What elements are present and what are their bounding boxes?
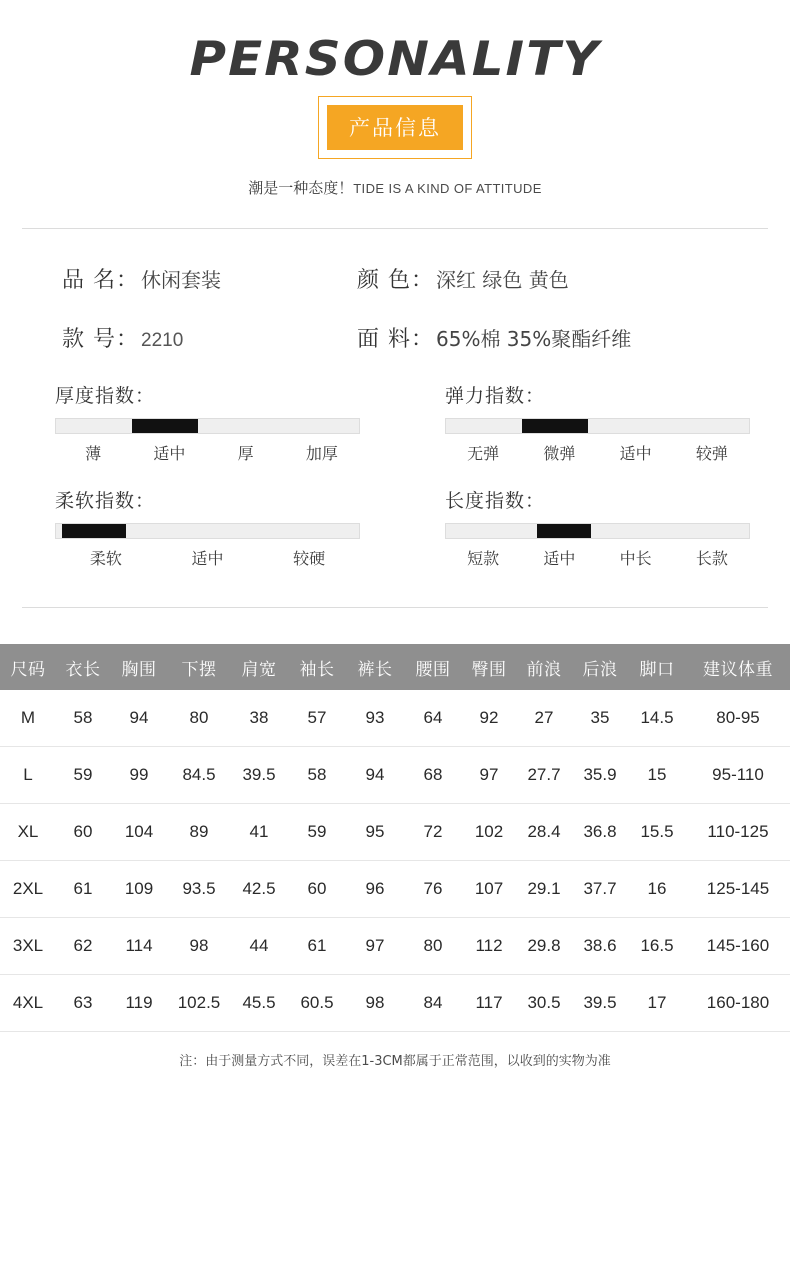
cell-shoulder: 38 [230, 690, 288, 747]
meter-softness-scale-2: 较硬 [293, 549, 326, 568]
meter-softness-scale-1: 适中 [191, 549, 224, 568]
cell-pantlength: 94 [346, 747, 404, 804]
cell-hip: 102 [462, 804, 516, 861]
cell-weight: 80-95 [686, 690, 790, 747]
info-fabric-value: 65%棉 35%聚酯纤维 [436, 327, 632, 351]
cell-cuff: 16.5 [628, 918, 686, 975]
cell-back-rise: 35.9 [572, 747, 628, 804]
size-table-header-3: 下摆 [168, 644, 230, 690]
cell-shoulder: 39.5 [230, 747, 288, 804]
product-info-block [0, 263, 790, 353]
meter-softness-title: 柔软指数： [55, 490, 156, 512]
meter-softness-bar [55, 523, 360, 539]
table-row [0, 690, 790, 747]
cell-waist: 64 [404, 690, 462, 747]
divider-top [22, 228, 768, 229]
product-info-tag: 产品信息 [327, 105, 463, 150]
measurement-note: 注：由于测量方式不同，误差在1-3CM都属于正常范围，以收到的实物为准 [179, 1054, 611, 1069]
cell-bust: 114 [110, 918, 168, 975]
subtitle-cn: 潮是一种态度！ [248, 179, 354, 197]
cell-weight: 125-145 [686, 861, 790, 918]
cell-pantlength: 97 [346, 918, 404, 975]
cell-size: 2XL [0, 861, 56, 918]
cell-bust: 104 [110, 804, 168, 861]
info-style [62, 322, 357, 353]
cell-shoulder: 42.5 [230, 861, 288, 918]
info-style-label: 款 号： [62, 327, 139, 352]
cell-hip: 97 [462, 747, 516, 804]
meter-thickness-fill [132, 419, 199, 433]
info-name-value: 休闲套装 [141, 268, 221, 292]
cell-shoulder: 45.5 [230, 975, 288, 1032]
info-style-value: 2210 [141, 330, 184, 351]
meter-length-scale-1: 适中 [543, 549, 576, 568]
meter-length-fill [537, 524, 592, 538]
cell-pantlength: 98 [346, 975, 404, 1032]
cell-back-rise: 38.6 [572, 918, 628, 975]
info-color-value: 深红 绿色 黄色 [436, 268, 569, 292]
cell-hem: 84.5 [168, 747, 230, 804]
cell-back-rise: 35 [572, 690, 628, 747]
cell-size: 4XL [0, 975, 56, 1032]
cell-shoulder: 44 [230, 918, 288, 975]
cell-length: 62 [56, 918, 110, 975]
cell-sleeve: 60.5 [288, 975, 346, 1032]
cell-front-rise: 30.5 [516, 975, 572, 1032]
cell-waist: 76 [404, 861, 462, 918]
info-name [62, 263, 357, 294]
info-row-1 [62, 263, 728, 294]
cell-hip: 117 [462, 975, 516, 1032]
cell-weight: 160-180 [686, 975, 790, 1032]
meter-elasticity [395, 381, 735, 486]
cell-front-rise: 29.1 [516, 861, 572, 918]
meter-thickness-scale-2: 厚 [237, 444, 254, 463]
size-table-header-11: 脚口 [628, 644, 686, 690]
index-meters [0, 381, 790, 591]
cell-weight: 95-110 [686, 747, 790, 804]
info-name-label: 品 名： [62, 268, 139, 293]
cell-bust: 99 [110, 747, 168, 804]
info-row-2 [62, 322, 728, 353]
cell-sleeve: 61 [288, 918, 346, 975]
cell-sleeve: 59 [288, 804, 346, 861]
meter-thickness-scale [55, 441, 360, 464]
cell-front-rise: 29.8 [516, 918, 572, 975]
meter-thickness-scale-1: 适中 [153, 444, 186, 463]
meter-elasticity-fill [522, 419, 589, 433]
size-table-header-row [0, 644, 790, 690]
cell-hem: 93.5 [168, 861, 230, 918]
size-table [0, 644, 790, 1032]
subtitle [0, 177, 790, 198]
cell-cuff: 17 [628, 975, 686, 1032]
cell-hip: 107 [462, 861, 516, 918]
cell-length: 60 [56, 804, 110, 861]
subtitle-en: TIDE IS A KIND OF ATTITUDE [353, 181, 542, 196]
size-table-header-10: 后浪 [572, 644, 628, 690]
table-row [0, 747, 790, 804]
size-table-wrapper [0, 644, 790, 1032]
cell-weight: 145-160 [686, 918, 790, 975]
cell-waist: 84 [404, 975, 462, 1032]
meter-length [395, 486, 735, 591]
cell-pantlength: 95 [346, 804, 404, 861]
size-table-header-0: 尺码 [0, 644, 56, 690]
meter-length-bar [445, 523, 750, 539]
divider-bottom [22, 607, 768, 608]
cell-cuff: 16 [628, 861, 686, 918]
meter-length-scale-2: 中长 [619, 549, 652, 568]
meter-elasticity-scale-0: 无弹 [467, 444, 500, 463]
info-color-label: 颜 色： [357, 268, 434, 293]
meter-softness-scale-0: 柔软 [89, 549, 122, 568]
info-fabric [357, 322, 631, 353]
cell-bust: 109 [110, 861, 168, 918]
cell-bust: 119 [110, 975, 168, 1032]
cell-size: M [0, 690, 56, 747]
meter-length-scale [445, 546, 750, 569]
product-info-page [0, 32, 790, 1271]
cell-length: 61 [56, 861, 110, 918]
cell-front-rise: 27.7 [516, 747, 572, 804]
cell-waist: 68 [404, 747, 462, 804]
cell-front-rise: 27 [516, 690, 572, 747]
table-row [0, 918, 790, 975]
size-table-header-6: 裤长 [346, 644, 404, 690]
cell-length: 59 [56, 747, 110, 804]
table-row [0, 861, 790, 918]
product-info-tag-wrapper [0, 105, 790, 151]
meter-softness [55, 486, 395, 591]
meter-thickness-bar [55, 418, 360, 434]
cell-back-rise: 39.5 [572, 975, 628, 1032]
cell-length: 58 [56, 690, 110, 747]
meter-length-scale-0: 短款 [467, 549, 500, 568]
meter-row-1 [55, 381, 735, 486]
cell-pantlength: 93 [346, 690, 404, 747]
size-table-header-4: 肩宽 [230, 644, 288, 690]
cell-weight: 110-125 [686, 804, 790, 861]
size-table-header-5: 袖长 [288, 644, 346, 690]
meter-length-title: 长度指数： [445, 490, 546, 512]
cell-cuff: 15.5 [628, 804, 686, 861]
cell-waist: 72 [404, 804, 462, 861]
size-table-header-7: 腰围 [404, 644, 462, 690]
cell-hem: 102.5 [168, 975, 230, 1032]
cell-back-rise: 37.7 [572, 861, 628, 918]
cell-cuff: 15 [628, 747, 686, 804]
cell-sleeve: 60 [288, 861, 346, 918]
cell-size: XL [0, 804, 56, 861]
cell-hem: 80 [168, 690, 230, 747]
meter-thickness-scale-3: 加厚 [305, 444, 338, 463]
meter-thickness [55, 381, 395, 486]
brand-title: PERSONALITY [189, 32, 601, 87]
meter-row-2 [55, 486, 735, 591]
cell-back-rise: 36.8 [572, 804, 628, 861]
meter-elasticity-scale-2: 适中 [619, 444, 652, 463]
cell-sleeve: 57 [288, 690, 346, 747]
table-row [0, 975, 790, 1032]
meter-thickness-scale-0: 薄 [85, 444, 102, 463]
meter-thickness-title: 厚度指数： [55, 385, 156, 407]
cell-hem: 89 [168, 804, 230, 861]
table-row [0, 804, 790, 861]
meter-elasticity-title: 弹力指数： [445, 385, 546, 407]
size-table-header-8: 臀围 [462, 644, 516, 690]
cell-cuff: 14.5 [628, 690, 686, 747]
cell-bust: 94 [110, 690, 168, 747]
size-table-header-9: 前浪 [516, 644, 572, 690]
cell-shoulder: 41 [230, 804, 288, 861]
cell-front-rise: 28.4 [516, 804, 572, 861]
meter-elasticity-bar [445, 418, 750, 434]
meter-elasticity-scale [445, 441, 750, 464]
size-table-header-1: 衣长 [56, 644, 110, 690]
cell-hip: 112 [462, 918, 516, 975]
meter-length-scale-3: 长款 [695, 549, 728, 568]
cell-size: 3XL [0, 918, 56, 975]
meter-elasticity-scale-1: 微弹 [543, 444, 576, 463]
size-table-header-2: 胸围 [110, 644, 168, 690]
info-color [357, 263, 569, 294]
cell-length: 63 [56, 975, 110, 1032]
meter-softness-fill [62, 524, 126, 538]
cell-hip: 92 [462, 690, 516, 747]
cell-sleeve: 58 [288, 747, 346, 804]
cell-size: L [0, 747, 56, 804]
cell-waist: 80 [404, 918, 462, 975]
size-table-header-12: 建议体重 [686, 644, 790, 690]
meter-elasticity-scale-3: 较弹 [695, 444, 728, 463]
cell-pantlength: 96 [346, 861, 404, 918]
meter-softness-scale [55, 546, 360, 569]
cell-hem: 98 [168, 918, 230, 975]
info-fabric-label: 面 料： [357, 327, 434, 352]
